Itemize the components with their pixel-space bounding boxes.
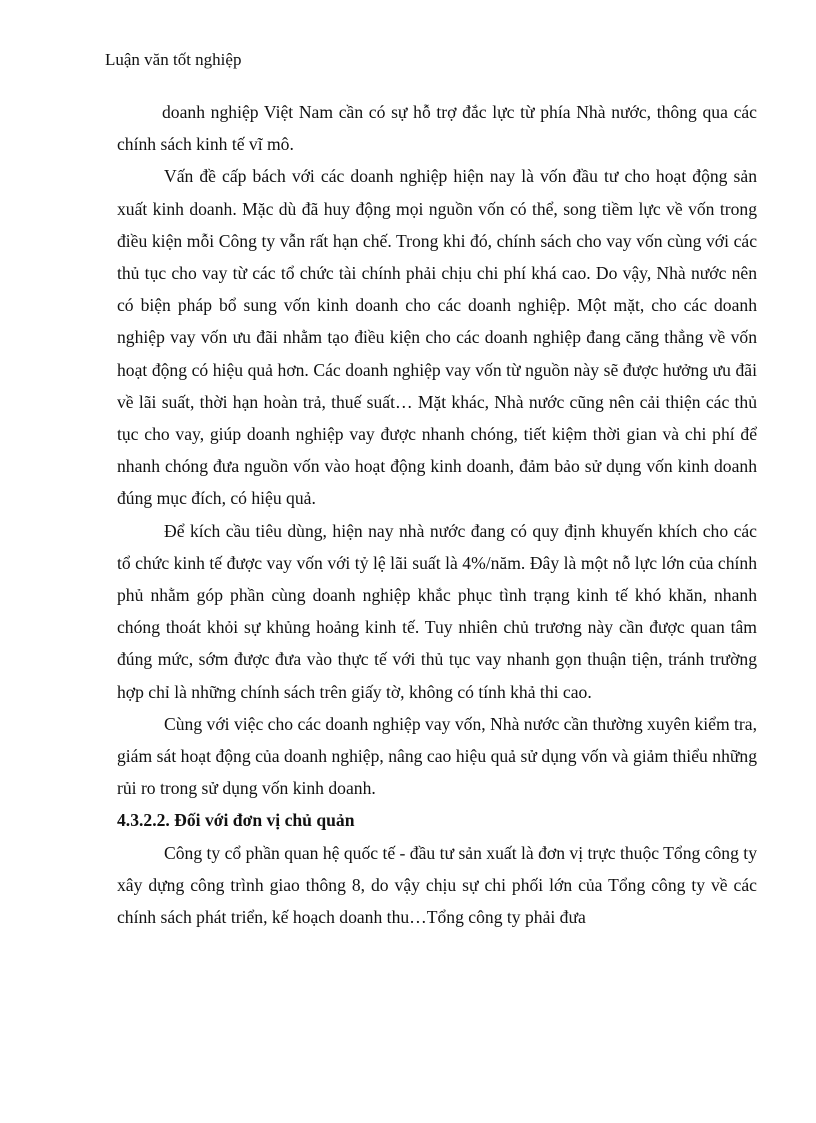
section-paragraph: Công ty cổ phần quan hệ quốc tế - đầu tư sản xuất là đơn vị trực thuộc Tổng công ty xây dựng công trình giao thông 8, do vậy chịu sự chi phối lớn của Tổng công ty về các chính sách phát triển, kế hoạch doanh thu…Tổng công ty phải đưa <box>117 842 757 928</box>
paragraph-3: Để kích cầu tiêu dùng, hiện nay nhà nước đang có quy định khuyến khích cho các tổ chức kinh tế được vay vốn với tỷ lệ lãi suất là 4%/năm. Đây là một nỗ lực lớn của chính phủ nhằm góp phần cùng doanh nghiệp khắc phục tình trạng kinh tế khó khăn, nhanh chóng thoát khỏi sự khủng hoảng kinh tế. Tuy nhiên chủ trương này cần được quan tâm đúng mức, sớm được đưa vào thực tế với thủ tục vay nhanh gọn thuận tiện, tránh trường hợp chỉ là những chính sách trên giấy tờ, không có tính khả thi cao. <box>117 520 757 702</box>
paragraph-1: doanh nghiệp Việt Nam cần có sự hỗ trợ đắc lực từ phía Nhà nước, thông qua các chính sách kinh tế vĩ mô. <box>117 102 757 155</box>
section-heading: 4.3.2.2. Đối với đơn vị chủ quản <box>117 810 355 831</box>
running-header: Luận văn tốt nghiệp <box>105 50 242 69</box>
paragraph-2: Vấn đề cấp bách với các doanh nghiệp hiện nay là vốn đầu tư cho hoạt động sản xuất kinh doanh. Mặc dù đã huy động mọi nguồn vốn có thể, song tiềm lực về vốn trong điều kiện mỗi Công ty vẫn rất hạn chế. Trong khi đó, chính sách cho vay vốn cùng với các thủ tục cho vay từ các tổ chức tài chính phải chịu chi phí khá cao. Do vậy, Nhà nước nên có biện pháp bổ sung vốn kinh doanh cho các doanh nghiệp. Một mặt, cho các doanh nghiệp vay vốn ưu đãi nhằm tạo điều kiện cho các doanh nghiệp đang căng thẳng về vốn hoạt động có hiệu quả hơn. Các doanh nghiệp vay vốn từ nguồn này sẽ được hưởng ưu đãi về lãi suất, thời hạn hoàn trả, thuế suất… Mặt khác, Nhà nước cũng nên cải thiện các thủ tục cho vay, giúp doanh nghiệp vay được nhanh chóng, tiết kiệm thời gian và chi phí để nhanh chóng đưa nguồn vốn vào hoạt động kinh doanh, đảm bảo sử dụng vốn kinh doanh đúng mục đích, có hiệu quả. <box>117 166 757 509</box>
body-text <box>117 96 757 933</box>
paragraph-4: Cùng với việc cho các doanh nghiệp vay vốn, Nhà nước cần thường xuyên kiểm tra, giám sát hoạt động của doanh nghiệp, nâng cao hiệu quả sử dụng vốn và giảm thiểu những rủi ro trong sử dụng vốn kinh doanh. <box>117 713 757 799</box>
